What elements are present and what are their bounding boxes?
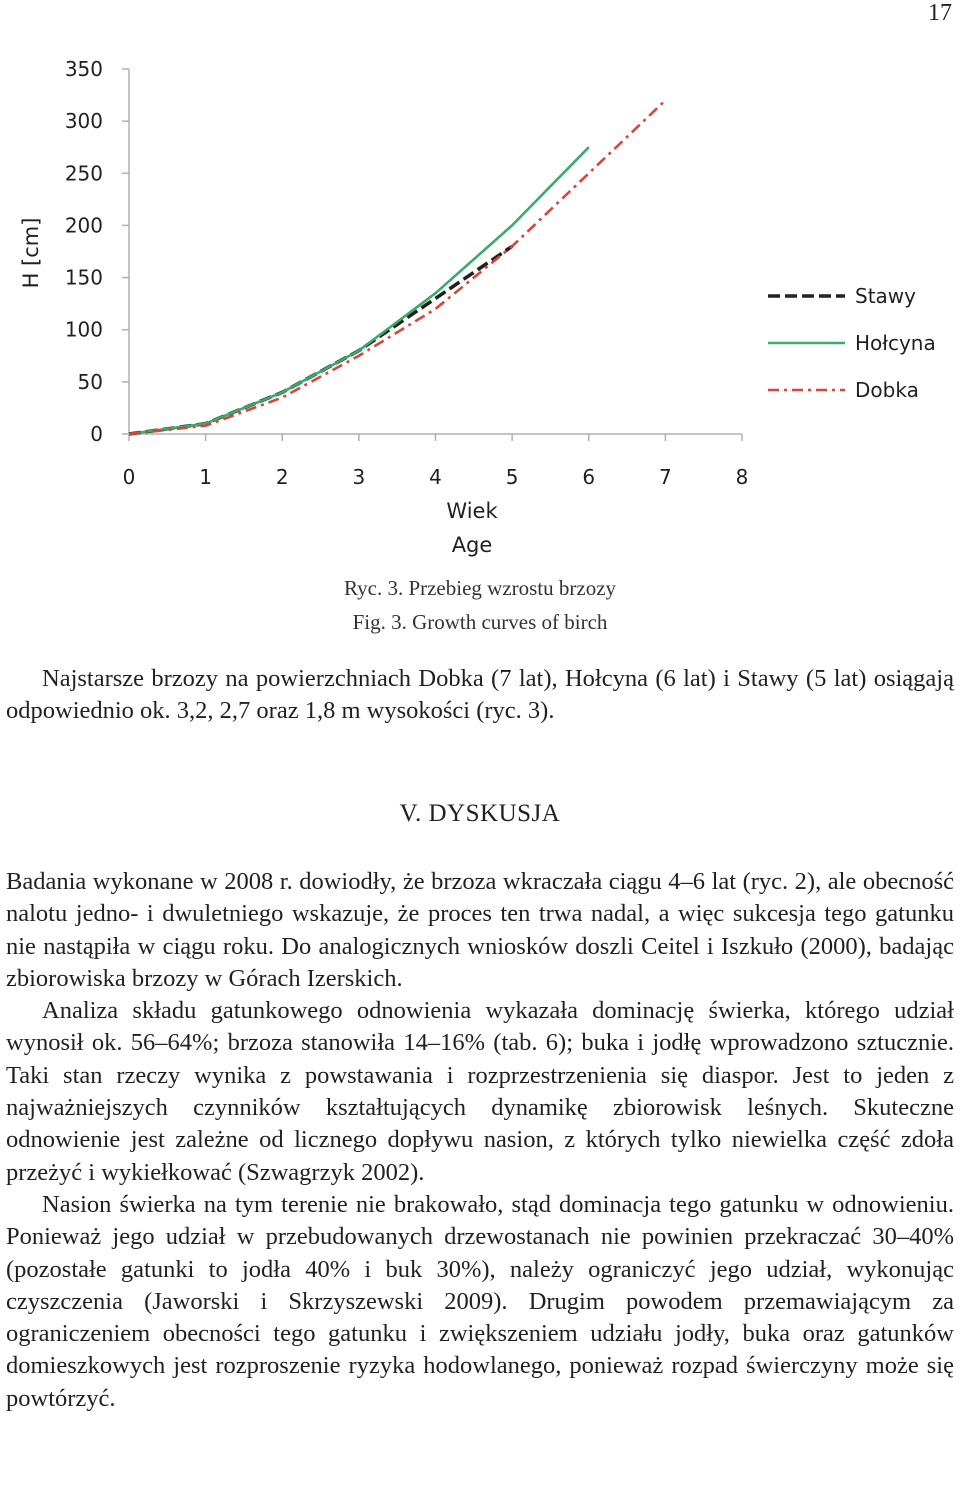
y-tick-label: 100: [64, 317, 103, 342]
x-tick-label: 4: [429, 465, 442, 489]
y-tick-label: 250: [64, 161, 103, 186]
y-tick-label: 50: [77, 369, 103, 394]
x-tick-label: 2: [275, 465, 289, 489]
discussion-paragraph-2: Analiza składu gatunkowego odnowienia wykazała dominację świerka, którego udział wynosił ok. 56–64%; brzoza stanowiła 14–16% (tab. 6); buka i jodłę wprowadzono sztucznie. Taki stan rzeczy wynika z powstawania i rozprzestrzenienia się diaspor. Jest to jeden z najważniejszych czynników kształtujących dynamikę zbiorowisk leśnych. Skuteczne odnowienie jest zależne od licznego dopływu nasion, z których tylko niewielka część zdoła przeżyć i wykiełkować (Szwagrzyk 2002).: [6, 997, 954, 1186]
section-heading: V. DYSKUSJA: [399, 800, 561, 827]
x-tick-label: 0: [122, 465, 136, 489]
x-tick-label: 8: [735, 465, 749, 489]
discussion-paragraph-1: Badania wykonane w 2008 r. dowiodły, że brzoza wkraczała ciągu 4–6 lat (ryc. 2), ale obecność nalotu jedno- i dwuletniego wskazuje, że proces ten trwa nadal, a więc sukcesja tego gatunku nie nastąpiła w ciągu roku. Do analogicznych wniosków doszli Ceitel i Iszkuło (2000), badając zbiorowiska brzozy w Górach Izerskich.: [6, 868, 954, 992]
y-tick-label: 0: [90, 422, 103, 446]
series-line-stawy: [129, 246, 512, 434]
x-axis-label-en: Age: [451, 533, 493, 557]
discussion-paragraph-3: Nasion świerka na tym terenie nie brakowało, stąd dominacja tego gatunku w odnowieniu. Ponieważ jego udział w przebudowanych drzewostanach nie powinien przekraczać 30–40% (pozostałe gatunki to jodła 40% i buk 30%), należy ograniczyć jego udział, wykonując czyszczenia (Jaworski i Skrzyszewski 2009). Drugim powodem przemawiającym za ograniczeniem obecności tego gatunku i zwiększeniem udziału jodły, buka oraz gatunków domieszkowych jest rozproszenie ryzyka hodowlanego, ponieważ rozpad świerczyny może się powtórzyć.: [6, 1190, 954, 1412]
page-number: 17: [928, 0, 952, 26]
intro-paragraph: Najstarsze brzozy na powierzchniach Dobka (7 lat), Hołcyna (6 lat) i Stawy (5 lat) osiągają odpowiednio ok. 3,2, 2,7 oraz 1,8 m wysokości (ryc. 3).: [6, 665, 954, 725]
x-axis-ticks: [123, 434, 749, 489]
discussion-text: [6, 866, 954, 1415]
x-axis-label-pl: Wiek: [446, 499, 498, 523]
x-tick-label: 6: [582, 465, 596, 489]
figure-caption-en: Fig. 3. Growth curves of birch: [352, 610, 608, 634]
y-tick-label: 350: [64, 57, 103, 81]
growth-chart: [0, 40, 960, 570]
y-tick-label: 300: [64, 109, 103, 134]
series-lines: [129, 100, 665, 434]
y-tick-label: 150: [64, 265, 103, 290]
series-line-ho-cyna: [129, 147, 589, 434]
legend-label: Hołcyna: [855, 331, 936, 355]
legend-label: Stawy: [855, 284, 916, 308]
figure-caption-pl: Ryc. 3. Przebieg wzrostu brzozy: [343, 576, 617, 600]
y-tick-label: 200: [64, 213, 103, 238]
x-tick-label: 1: [199, 465, 212, 489]
intro-paragraph-block: [6, 663, 954, 728]
legend: [768, 284, 936, 402]
x-tick-label: 3: [352, 465, 366, 489]
y-axis-ticks: [65, 57, 129, 446]
x-tick-label: 7: [659, 465, 672, 489]
legend-label: Dobka: [855, 378, 919, 402]
y-axis-label: H [cm]: [19, 217, 43, 289]
x-tick-label: 5: [505, 465, 519, 489]
